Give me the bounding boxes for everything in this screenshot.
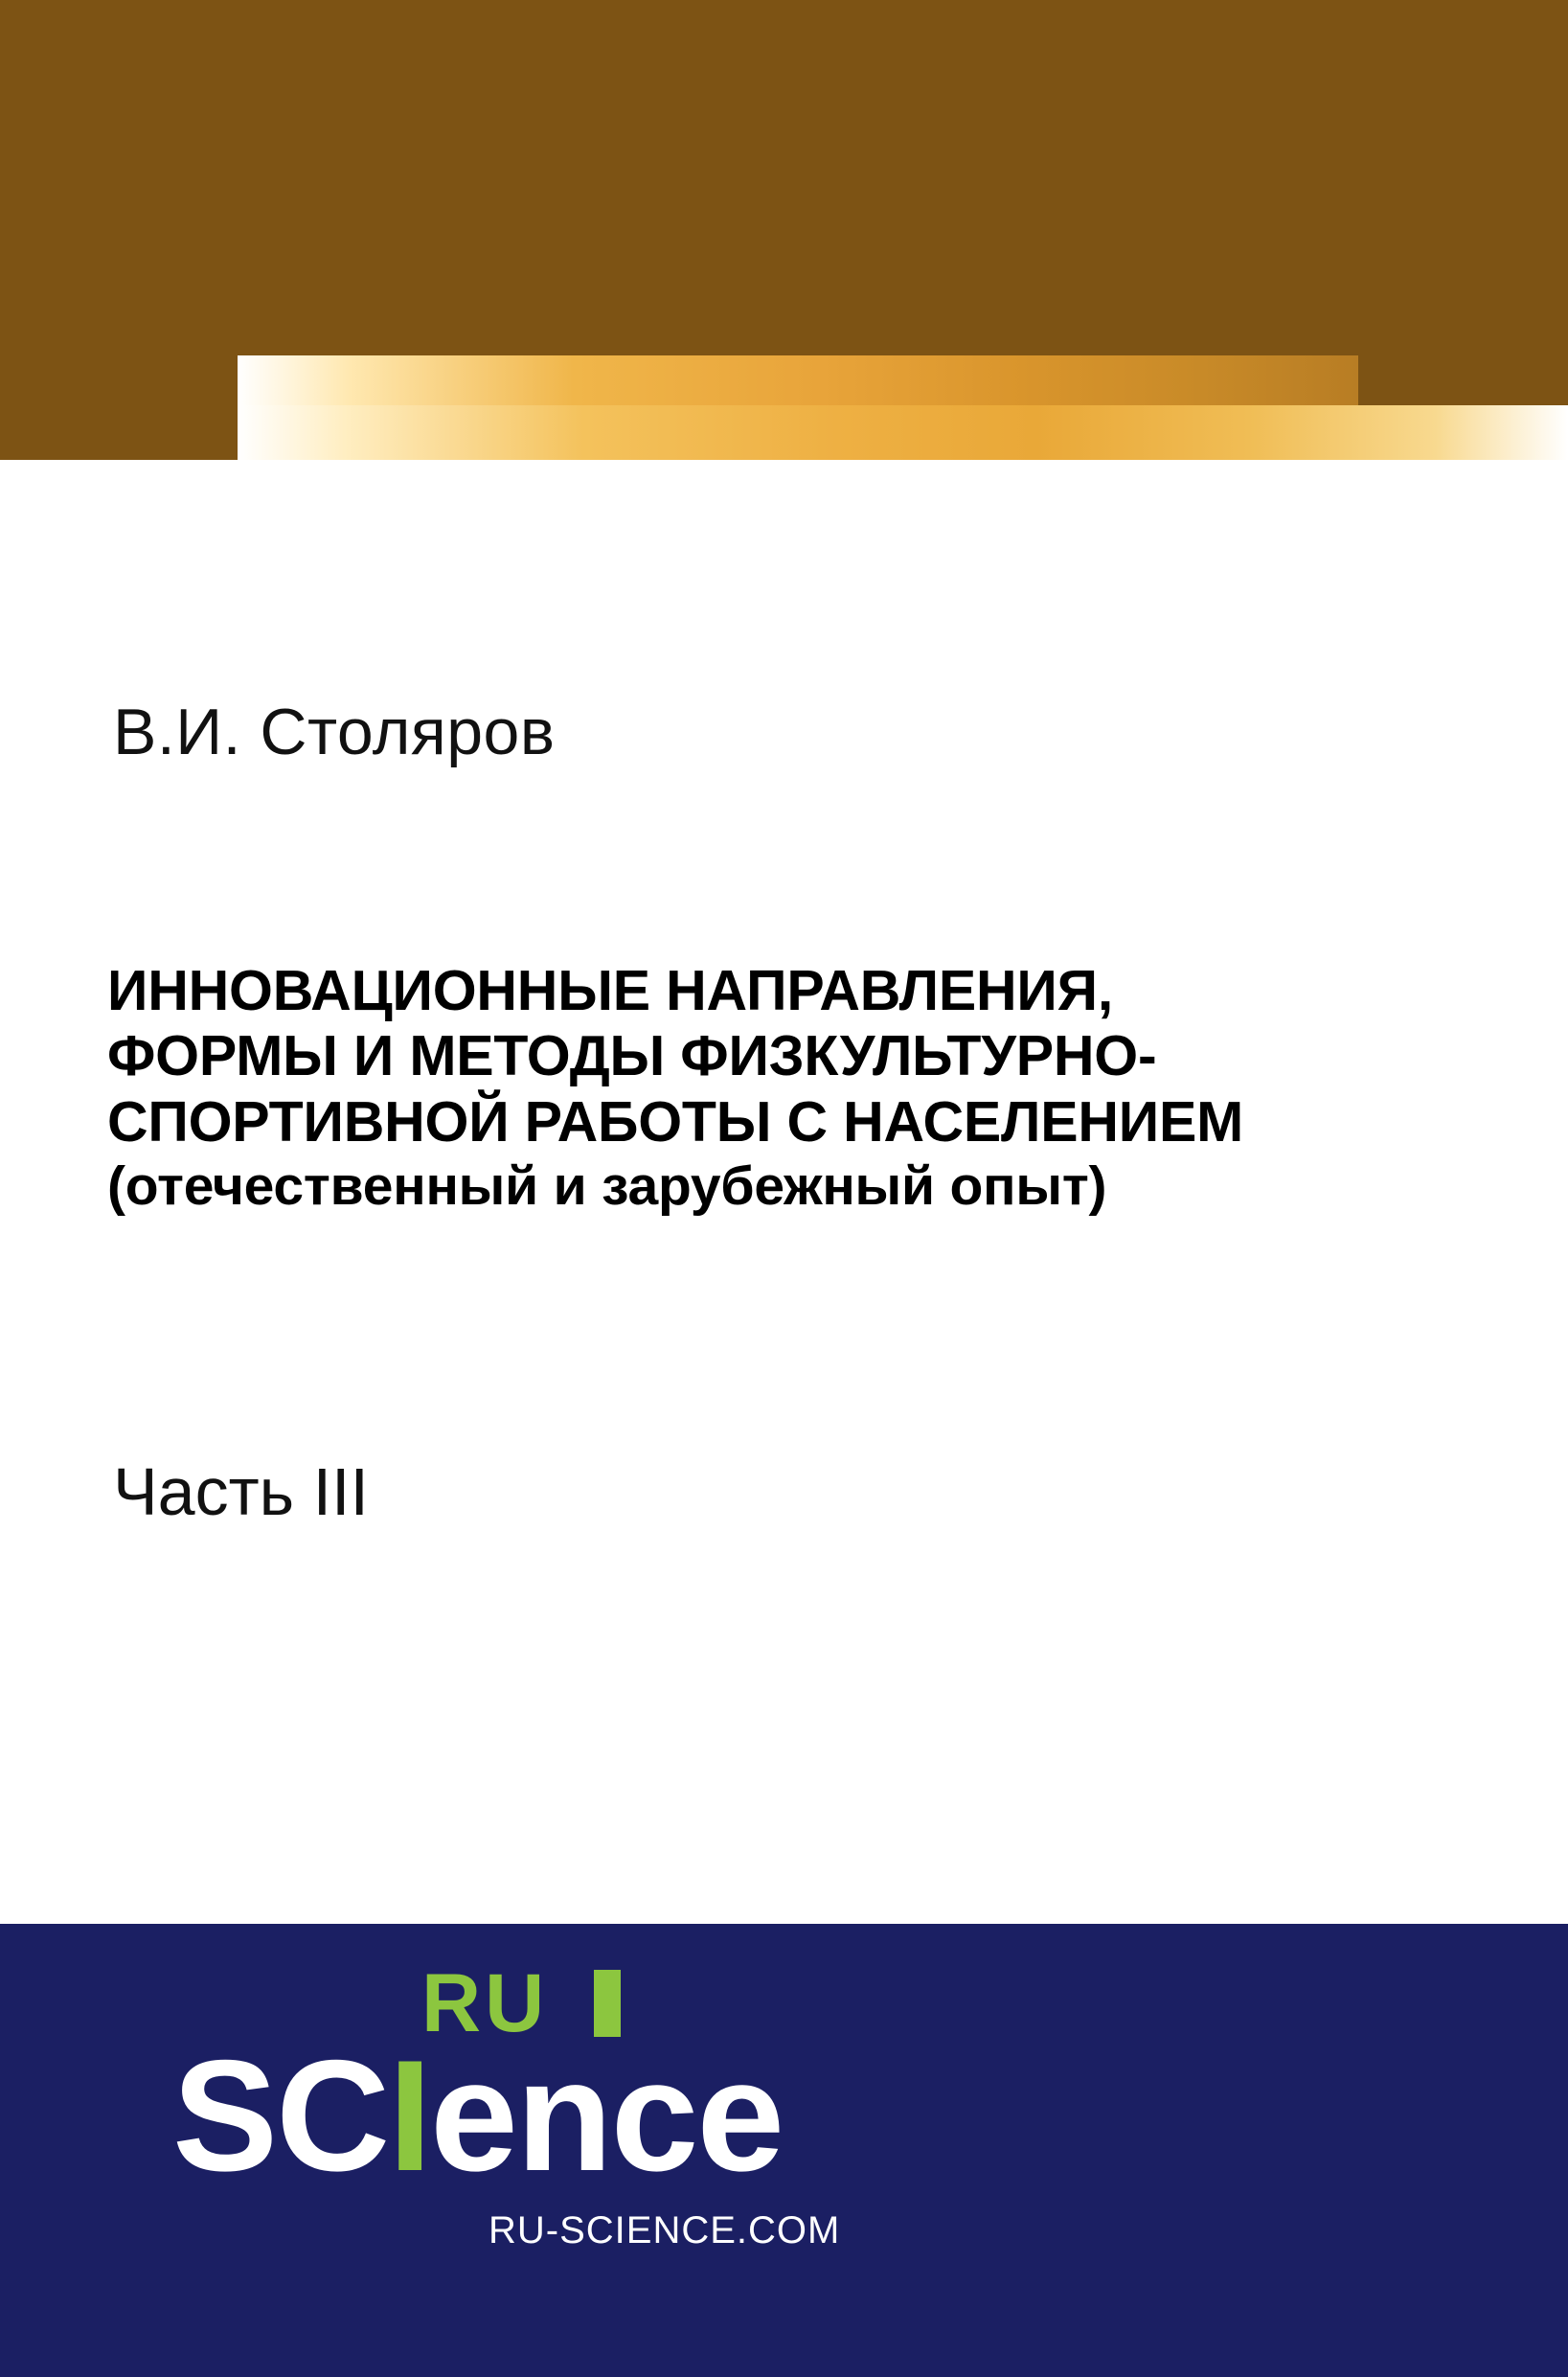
book-title [107,958,1391,1218]
publisher-logo [144,1957,843,2307]
logo-word-ence: ence [430,2027,784,2204]
title-line-3: СПОРТИВНОЙ РАБОТЫ С НАСЕЛЕНИЕМ [107,1089,1244,1154]
author-name: В.И. Столяров [113,696,556,768]
title-subtitle: (отечественный и зарубежный опыт) [107,1155,1107,1218]
volume-part: Часть III [113,1454,369,1529]
logo-word-i: I [388,2027,431,2204]
logo-ru-text: RU [421,1957,549,2049]
gold-stripe-lower [238,405,1568,460]
logo-wordmark [172,2027,784,2204]
gold-stripe-upper [238,355,1358,405]
title-line-2: ФОРМЫ И МЕТОДЫ ФИЗКУЛЬТУРНО- [107,1024,1157,1088]
publisher-url: RU-SCIENCE.COM [489,2209,841,2251]
top-brown-band [0,0,1568,460]
cover-body [0,460,1568,1924]
logo-word-sc: SC [172,2027,389,2204]
title-line-1: ИННОВАЦИОННЫЕ НАПРАВЛЕНИЯ, [107,959,1114,1022]
bottom-navy-band [0,1924,1568,2377]
